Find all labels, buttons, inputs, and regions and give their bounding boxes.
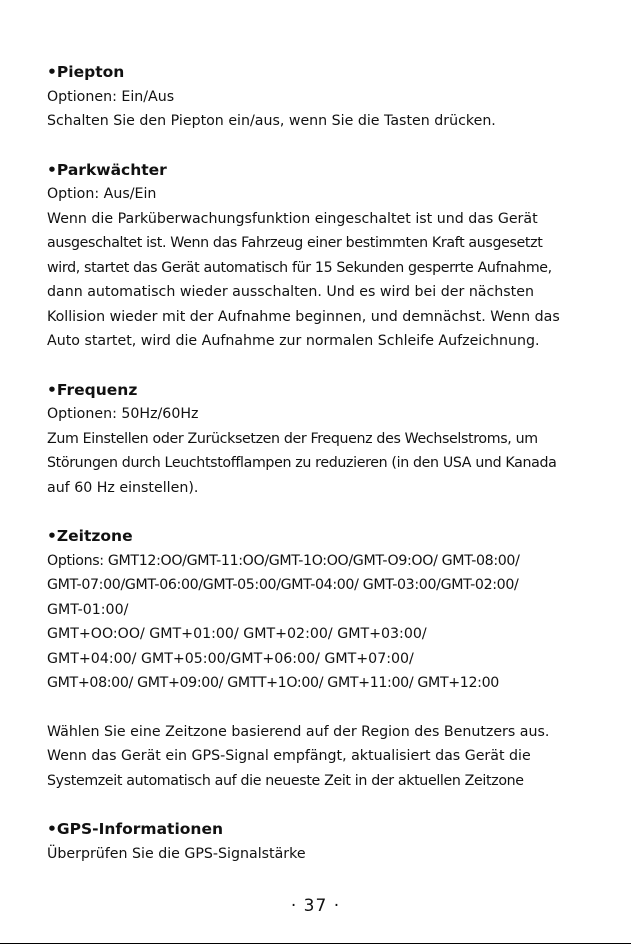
option-line: Optionen: Ein/Aus — [47, 88, 175, 105]
option-line: Optionen: 50Hz/60Hz — [47, 406, 199, 422]
section-piepton — [47, 60, 617, 134]
description-line: Auto startet, wird die Aufnahme zur normalen Schleife Aufzeichnung. — [47, 333, 540, 349]
manual-page — [47, 60, 617, 890]
section-heading: •Parkwächter — [47, 160, 167, 179]
description-line: dann automatisch wieder ausschalten. Und es wird bei der nächsten — [47, 284, 534, 300]
description-line: Störungen durch Leuchtstofflampen zu reduzieren (in den USA und Kanada — [47, 455, 557, 471]
description-line: Wenn das Gerät ein GPS-Signal empfängt, aktualisiert das Gerät die — [47, 748, 531, 764]
option-line: GMT-01:00/ — [47, 601, 129, 618]
section-heading: •Frequenz — [47, 380, 138, 399]
zeitzone-paragraph — [47, 720, 617, 794]
option-line: GMT+04:00/ GMT+05:00/GMT+06:00/ GMT+07:00/ — [47, 650, 414, 667]
description-line: wird, startet das Gerät automatisch für 15 Sekunden gesperrte Aufnahme, — [47, 259, 552, 276]
section-frequenz — [47, 378, 617, 501]
bottom-divider — [0, 943, 631, 944]
page-number: · 37 · — [290, 896, 341, 916]
description-line: auf 60 Hz einstellen). — [47, 479, 199, 496]
section-parkwaechter — [47, 158, 617, 354]
description-line: Systemzeit automatisch auf die neueste Zeit in der aktuellen Zeitzone — [47, 772, 524, 789]
section-gps-informationen — [47, 817, 617, 866]
section-heading: •Zeitzone — [47, 527, 133, 545]
description-line: Zum Einstellen oder Zurücksetzen der Frequenz des Wechselstroms, um — [47, 430, 538, 447]
option-line: GMT-07:00/GMT-06:00/GMT-05:00/GMT-04:00/ GMT-03:00/GMT-02:00/ — [47, 577, 519, 593]
option-line: GMT+OO:OO/ GMT+01:00/ GMT+02:00/ GMT+03:00/ — [47, 626, 427, 642]
description-line: Wählen Sie eine Zeitzone basierend auf der Region des Benutzers aus. — [47, 723, 550, 740]
description-line: ausgeschaltet ist. Wenn das Fahrzeug einer bestimmten Kraft ausgesetzt — [47, 235, 543, 251]
option-line: GMT+08:00/ GMT+09:00/ GMTT+1O:00/ GMT+11:00/ GMT+12:00 — [47, 675, 499, 691]
section-heading: •GPS-Informationen — [47, 820, 223, 838]
option-line: Options: GMT12:OO/GMT-11:OO/GMT-1O:OO/GMT-O9:OO/ GMT-08:00/ — [47, 552, 520, 569]
description-line: Kollision wieder mit der Aufnahme beginnen, und demnächst. Wenn das — [47, 308, 560, 325]
section-zeitzone — [47, 524, 617, 793]
description-line: Wenn die Parküberwachungsfunktion eingeschaltet ist und das Gerät — [47, 210, 538, 227]
section-heading: •Piepton — [47, 63, 125, 81]
description-line: Überprüfen Sie die GPS-Signalstärke — [47, 845, 306, 862]
description-line: Schalten Sie den Piepton ein/aus, wenn Sie die Tasten drücken. — [47, 113, 496, 129]
option-line: Option: Aus/Ein — [47, 186, 157, 202]
